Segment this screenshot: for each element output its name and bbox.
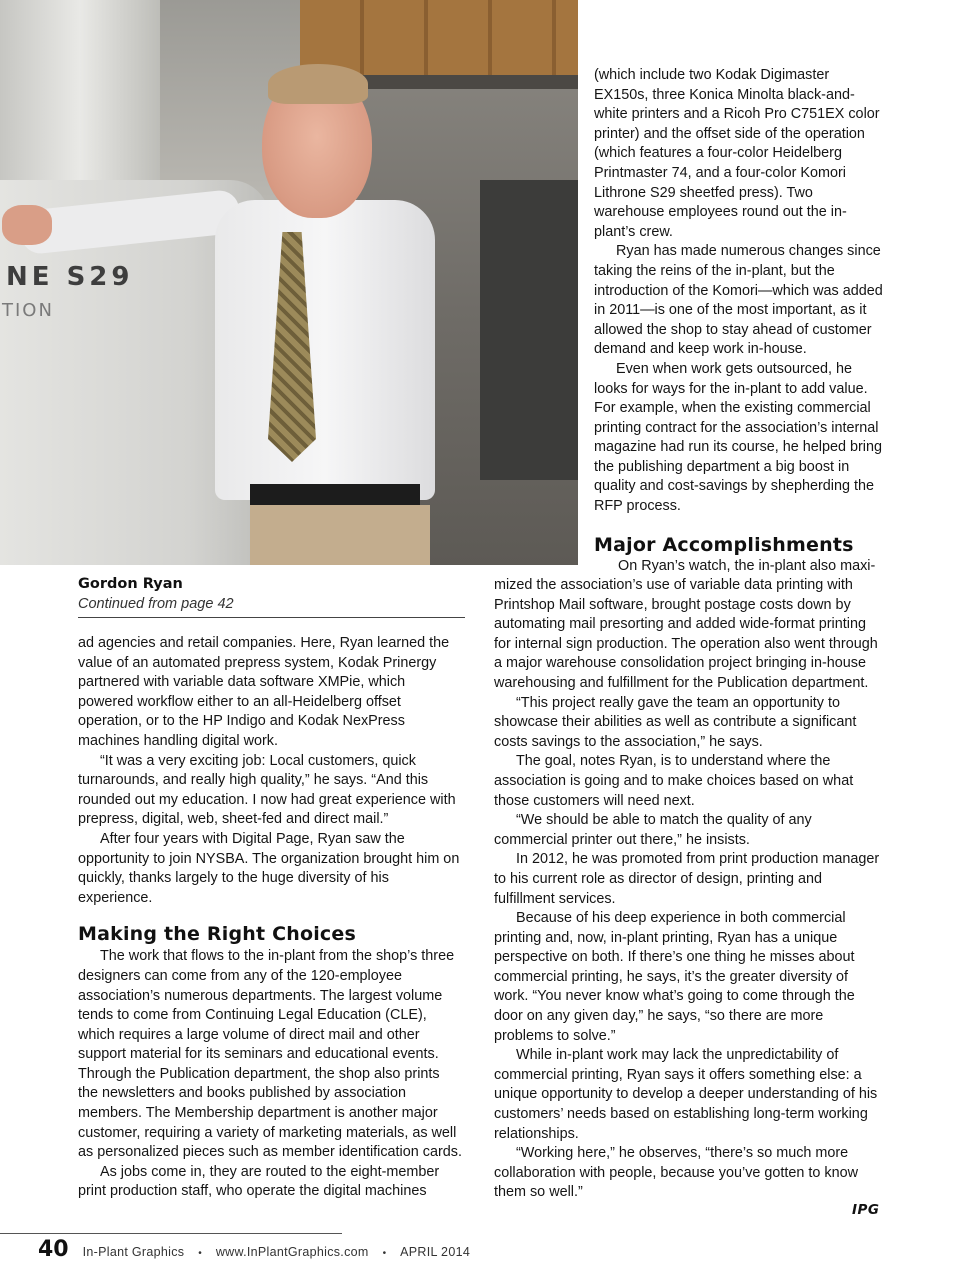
- website-link[interactable]: www.InPlantGraphics.com: [215, 1245, 369, 1259]
- paragraph: After four years with Digital Page, Ryan saw the opportunity to join NYSBA. The organization brought him on quickly, thanks largely to the huge diversity of his experience.: [78, 830, 460, 906]
- footer-bullet: •: [198, 1248, 202, 1259]
- article-photo: [0, 0, 578, 565]
- byline-name: Gordon Ryan: [78, 576, 183, 592]
- page-number: 40: [38, 1237, 69, 1262]
- paragraph: “This project really gave the team an opportunity to showcase their abilities as well as contribute a significant costs savings to the association,” he says.: [494, 694, 857, 750]
- photo-cabinet: [480, 180, 578, 480]
- footer-rule: [0, 1233, 342, 1234]
- photo-press-label: NE S29: [6, 262, 134, 292]
- issue-date: APRIL 2014: [400, 1245, 471, 1259]
- right-column-main: [494, 576, 886, 1203]
- section-heading-major-accomplishments: Major Accomplishments: [594, 534, 854, 556]
- paragraph: mized the association’s use of variable data printing with Printshop Mail software, brought postage costs down by automating mail presorting and added wide-format printing for internal sign production. The operation also went through a major warehouse consolidation project bringing in-house warehousing and fulfillment for the Publication department.: [494, 577, 878, 691]
- major-intro-line: On Ryan’s watch, the in-plant also maxi-: [618, 558, 876, 574]
- byline: [78, 574, 465, 618]
- paragraph: Because of his deep experience in both commercial printing and, now, in-plant printing, Ryan has a unique perspective on both. If there’s one thing he misses about commercial printing, he says, it’s the greater diversity of work. “You never know what’s going to come through the door on any given day,” he says, “so there are more problems to solve.”: [494, 910, 855, 1044]
- photo-shelf-boxes: [300, 0, 578, 75]
- photo-person-hair: [268, 64, 368, 104]
- section-heading-making-right-choices: Making the Right Choices: [78, 923, 356, 946]
- end-mark: IPG: [852, 1202, 880, 1218]
- publication-name: In-Plant Graphics: [82, 1245, 185, 1259]
- continued-from-note: Continued from page 42: [78, 594, 465, 618]
- paragraph: Even when work gets outsourced, he looks for ways for the in-plant to add value. For example, when the existing commercial printing contract for the association’s internal magazine had run its course, he helped bring the publishing department a big boost in quality and cost-savings by shepherding the RFP process.: [594, 360, 882, 515]
- paragraph: Ryan has made numerous changes since taking the reins of the in-plant, but the introduction of the Komori—which was added in 2011—is one of the most important, as it allowed the shop to stay ahead of customer demand and keep work in-house.: [594, 243, 883, 358]
- paragraph: “Working here,” he observes, “there’s so much more collaboration with people, because you’ve gotten to know them so well.”: [494, 1145, 859, 1201]
- left-column: [78, 634, 463, 1202]
- paragraph: “We should be able to match the quality of any commercial printer out there,” he insists.: [494, 812, 812, 848]
- paragraph: While in-plant work may lack the unpredictability of commercial printing, Ryan says it offers something else: a unique opportunity to develop a deeper understanding of his customers’ needs based on establishing long-term working relationships.: [494, 1047, 878, 1142]
- right-column-top: [594, 66, 884, 517]
- page-footer: [38, 1237, 470, 1262]
- paragraph: As jobs come in, they are routed to the eight-member print production staff, who operate the digital machines: [78, 1163, 440, 1200]
- photo-person-belt: [250, 484, 420, 506]
- photo-person-pants: [250, 505, 430, 565]
- paragraph: (which include two Kodak Digimaster EX150s, three Konica Minolta black-and-white printers and a Ricoh Pro C751EX color printer) and the offset side of the operation (which features a four-color Heidelberg Printmaster 74, and a four-color Komori Lithrone S29 sheetfed press). Two warehouse employees round out the in-plant’s crew.: [594, 67, 880, 240]
- paragraph: ad agencies and retail companies. Here, Ryan learned the value of an automated prepress system, Kodak Prinergy partnered with variable data software XMPie, which powered workflow either to an all-Heidelberg offset operation, or to the HP Indigo and Kodak NexPress machines handling digital work.: [78, 635, 450, 749]
- photo-person-shirt: [215, 200, 435, 500]
- paragraph: The goal, notes Ryan, is to understand where the association is going and to make choices based on what those customers will need next.: [494, 753, 854, 809]
- photo-vent-duct: [0, 0, 160, 190]
- photo-press-label-sub: TION: [2, 300, 54, 321]
- paragraph: “It was a very exciting job: Local customers, quick turnarounds, and really high quality,” he says. “And this rounded out my education. I now had great experience with prepress, digital, web, sheet-fed and direct mail.”: [78, 752, 456, 828]
- photo-person-hand: [2, 205, 52, 245]
- paragraph: The work that flows to the in-plant from the shop’s three designers can come from any of the 120-employee association’s numerous departments. The largest volume tends to come from Continuing Legal Education (CLE), which requires a large volume of direct mail and other support material for its seminars and educational events. Through the Publication department, the shop also prints the newsletters and books published by association members. The Membership department is another major customer, requiring a variety of marketing materials, as well as personalized pieces such as member identification cards.: [78, 948, 462, 1161]
- paragraph: In 2012, he was promoted from print production manager to his current role as director of design, printing and fulfillment services.: [494, 851, 880, 907]
- footer-bullet: •: [382, 1248, 387, 1259]
